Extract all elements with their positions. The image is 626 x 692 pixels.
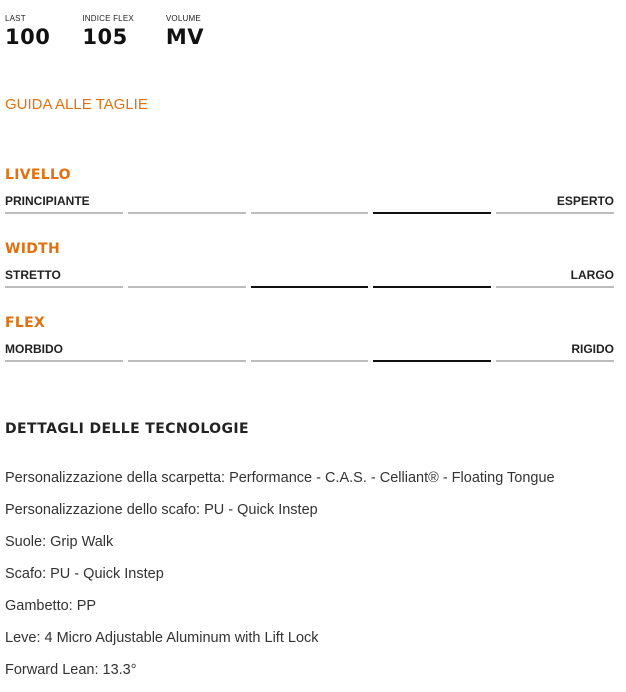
scale-ends — [5, 342, 614, 356]
scale-segment-active — [373, 360, 491, 362]
scale-segment — [496, 360, 614, 362]
scale-segment — [128, 212, 246, 214]
tech-detail-item: Suole: Grip Walk — [5, 534, 114, 550]
scale-segment — [251, 360, 369, 362]
scale-segment — [5, 212, 123, 214]
size-guide-link[interactable]: GUIDA ALLE TAGLIE — [5, 96, 148, 113]
spec-summary — [5, 14, 236, 50]
scale-segment — [251, 212, 369, 214]
scale-flex — [5, 315, 614, 356]
tech-detail-item: Forward Lean: 13.3° — [5, 662, 137, 678]
tech-detail-item: Gambetto: PP — [5, 598, 97, 614]
spec-value: 105 — [82, 25, 128, 49]
tech-detail-item: Personalizzazione della scarpetta: Performance - C.A.S. - Celliant® - Floating Tongue — [5, 470, 555, 486]
scale-right-label: LARGO — [570, 268, 614, 282]
scale-segment-active — [251, 286, 369, 288]
scale-segment — [5, 286, 123, 288]
scale-left-label: STRETTO — [5, 268, 61, 282]
scale-left-label: PRINCIPIANTE — [5, 194, 90, 208]
spec-value: MV — [165, 25, 205, 49]
scale-title: WIDTH — [5, 241, 61, 257]
scale-segment — [496, 212, 614, 214]
spec-volume — [166, 14, 204, 50]
scale-title: FLEX — [5, 315, 46, 331]
tech-details-list — [5, 468, 555, 692]
scale-segment — [5, 360, 123, 362]
scale-segment — [496, 286, 614, 288]
spec-label: LAST — [5, 14, 26, 23]
spec-value: 100 — [5, 25, 51, 49]
tech-details-title: DETTAGLI DELLE TECNOLOGIE — [5, 421, 249, 437]
scale-level — [5, 167, 614, 208]
scale-left-label: MORBIDO — [5, 342, 63, 356]
spec-label: INDICE FLEX — [82, 14, 134, 23]
scale-segment — [128, 286, 246, 288]
scale-width — [5, 241, 614, 282]
tech-detail-item: Scafo: PU - Quick Instep — [5, 566, 164, 582]
spec-last — [5, 14, 50, 50]
spec-label: VOLUME — [165, 14, 201, 23]
tech-detail-item: Leve: 4 Micro Adjustable Aluminum with Lift Lock — [5, 630, 319, 646]
scale-right-label: RIGIDO — [571, 342, 614, 356]
scale-right-label: ESPERTO — [556, 194, 614, 208]
scale-bar — [5, 286, 614, 289]
scale-segment-active — [373, 286, 491, 288]
scale-title: LIVELLO — [5, 167, 71, 183]
scale-bar — [5, 212, 614, 215]
scale-segment — [128, 360, 246, 362]
scale-segment-active — [373, 212, 491, 214]
tech-detail-item: Personalizzazione dello scafo: PU - Quick Instep — [5, 502, 318, 518]
scale-ends — [5, 268, 614, 282]
scale-ends — [5, 194, 614, 208]
spec-flex-index — [82, 14, 134, 50]
scale-bar — [5, 360, 614, 363]
